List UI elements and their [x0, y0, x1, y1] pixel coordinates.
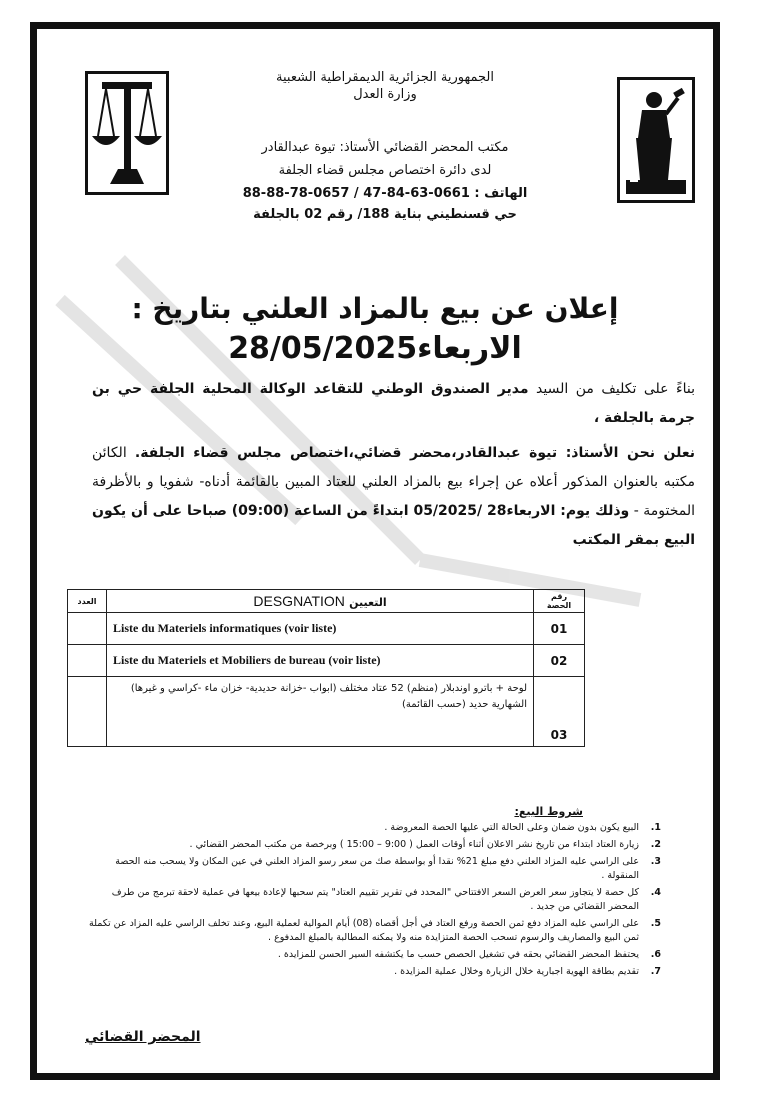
announcement-paragraph: [92, 439, 695, 555]
ministry-name: وزارة العدل: [353, 87, 417, 102]
lot-designation: لوحة + باترو اوندبلار (منظم) 52 عتاد مختلف (ابواب -خزانة حديدية- خزان ماء -كراسي و غيرها) الشهارية حديد (حسب القائمة): [107, 677, 534, 747]
client-name: مدير الصندوق الوطني للتقاعد الوكالة المحلية الجلفة حي بن جرمة بالجلفة ،: [92, 381, 695, 426]
intro-prefix: بناءً على تكليف من السيد: [536, 381, 695, 397]
table-row: [68, 645, 585, 677]
table-row: [68, 677, 585, 747]
conditions-title: شروط البيع:: [514, 805, 583, 818]
auctioneer-icon: [620, 80, 692, 200]
justice-scales-logo: [85, 71, 169, 195]
table-header-row: [68, 590, 585, 613]
lot-designation: Liste du Materiels et Mobiliers de bureau (voir liste): [107, 645, 534, 677]
header-lot: رقم الحصة: [534, 590, 585, 613]
lot-number: 01: [534, 613, 585, 645]
lot-qty: [68, 613, 107, 645]
header-qty: العدد: [68, 590, 107, 613]
list-item: 1. البيع يكون بدون ضمان وعلى الحالة التي عليها الحصة المعروضة .: [384, 822, 661, 833]
phone-numbers: الهاتف : 0661-63-84-47 / 0657-78-88-88: [242, 186, 528, 201]
sale-time: وذلك يوم: الاربعاء28 /05/2025 ابتداءً من الساعة (09:00) صباحا على أن يكون البيع بمقر المكتب: [92, 503, 695, 548]
jurisdiction: لدى دائرة اختصاص مجلس قضاء الجلفة: [278, 163, 492, 178]
document-page: [30, 22, 720, 1080]
list-item: 6. يحتفظ المحضر القضائي بحقه في تشغيل الحصص حسب ما يكتشفه السير الحسن للمزايدة .: [277, 949, 661, 960]
lot-qty: [68, 645, 107, 677]
lots-table: [67, 589, 585, 747]
list-item: 7. تقديم بطاقة الهوية اجبارية خلال الزيارة وخلال عملية المزايدة .: [394, 966, 661, 977]
intro-paragraph: [92, 375, 695, 433]
auctioneer-logo: [617, 77, 695, 203]
lot-designation: Liste du Materiels informatiques (voir liste): [107, 613, 534, 645]
header-designation-ar: التعيين: [349, 596, 387, 609]
bailiff-statement: نعلن نحن الأستاذ: تيوة عبدالقادر،محضر قضائي،اختصاص مجلس قضاء الجلفة.: [134, 445, 696, 461]
lot-number: 02: [534, 645, 585, 677]
sale-details: الكائن مكتبه بالعنوان المذكور أعلاه عن إجراء بيع بالمزاد العلني للعتاد المبين بالقائمة أدناه- شفويا و بالأظرفة المختومة -: [92, 445, 696, 519]
header-designation: [107, 590, 534, 613]
announcement-title: إعلان عن بيع بالمزاد العلني بتاريخ :: [131, 292, 619, 325]
lot-number: 03: [534, 677, 585, 747]
republic-name: الجمهورية الجزائرية الديمقراطية الشعبية: [276, 70, 494, 85]
office-address: حي قسنطيني بناية 188/ رقم 02 بالجلفة: [253, 207, 517, 222]
list-item: 4. كل حصة لا يتجاوز سعر العرض السعر الافتتاحي "المحدد في تقرير تقييم العتاد" يتم سحبها لإعادة بيعها في عملية لاحقة تبرمج من طرف المحضر القضائي من جديد .: [111, 887, 661, 912]
list-item: 5. على الراسي عليه المزاد دفع ثمن الحصة ورفع العتاد في أجل أقصاه (08) أيام الموالية لعملية البيع، وعند تخلف الراسي عليه المزاد عن تكملة ثمن البيع والمصاريف والرسوم تسحب الحصة المتزايدة منه ولا يمكنه المطالبة بالمبلغ المدفوع .: [89, 918, 661, 943]
list-item: 3. على الراسي عليه المزاد العلني دفع مبلغ 21% نقدا أو بواسطة صك من سعر رسو المزاد العلني في عين المكان ولا يسحب منه الحصة المنقولة .: [115, 856, 661, 881]
list-item: 2. زيارة العتاد ابتداء من تاريخ نشر الاعلان أثناء أوقات العمل ( 9:00 – 15:00 ) وبرخصة من مكتب المحضر القضائي .: [189, 839, 661, 850]
table-row: [68, 613, 585, 645]
header-designation-fr: DESGNATION: [253, 593, 345, 609]
scales-icon: [88, 74, 166, 192]
office-name: مكتب المحضر القضائي الأستاذ: تيوة عبدالقادر: [261, 140, 509, 155]
lot-qty: [68, 677, 107, 747]
signature: المحضر القضائي: [85, 1029, 201, 1045]
conditions-list: [89, 821, 661, 982]
auction-date: الاربعاء28/05/2025: [228, 331, 522, 366]
